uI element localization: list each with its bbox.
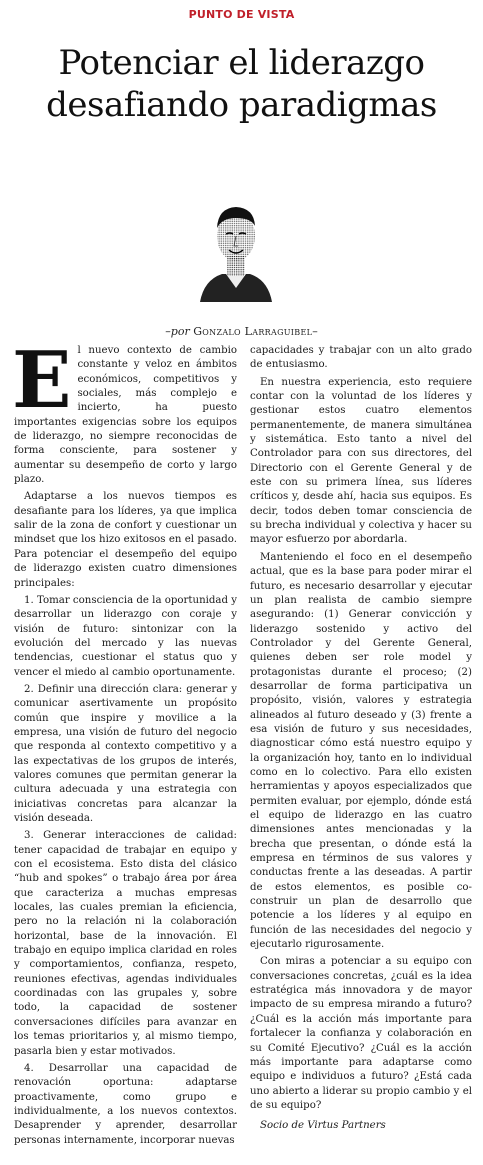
headline-line-1: Potenciar el liderazgo <box>58 43 425 83</box>
headline <box>10 42 473 126</box>
byline-suffix: – <box>312 325 318 338</box>
paragraph: Manteniendo el foco en el desempeño actual, que es la base para poder mirar el futuro, es necesario desarrollar y ejecutar un plan realista de cambio siempre asegurando: (1) Generar convicción y liderazgo sostenido y activo del Controlador y del Gerente General, quienes deben ser role model y protagonistas durante el proceso; (2) desarrollar de forma participativa un propósito, visión, valores y estrategia alineados al futuro deseado y (3) frente a esa visión de futuro y sus necesidades, diagnosticar cómo está nuestro equipo y la organización hoy, tanto en lo individual como en lo colectivo. Para ello existen herramientas y apoyos especializados que permiten evaluar, por ejemplo, dónde está el equipo de liderazgo en las cuatro dimensiones antes mencionadas y la brecha que presentan, o dónde está la empresa en términos de sus valores y conductas frente a las deseadas. A partir de estos elementos, es posible co-construir un plan de desarrollo que potencie a los líderes y al equipo en función de las necesidades del negocio y ejecutarlo rigurosamente. <box>250 551 472 951</box>
paragraph: capacidades y trabajar con un alto grado de entusiasmo. <box>250 345 472 371</box>
author-name: Gonzalo Larraguibel <box>193 325 313 338</box>
paragraph: 2. Definir una dirección clara: generar y comunicar asertivamente un propósito común que inspire y movilice a la empresa, una visión de futuro del negocio que responda al contexto competitivo y a las expectativas de los grupos de interés, valores comunes que permitan generar la cultura adecuada y una estrategia con iniciativas concretas para alcanzar la visión deseada. <box>14 683 237 824</box>
paragraph: El nuevo contexto de cambio constante y veloz en ámbitos económicos, competitivos y sociales, más complejo e incierto, ha puesto importantes exigencias sobre los equipos de liderazgo, no siempre reconocidas de forma consciente, para sostener y aumentar su desempeño de corto y largo plazo. <box>12 335 237 486</box>
byline-prefix: –por <box>165 325 190 338</box>
paragraph: En nuestra experiencia, esto requiere contar con la voluntad de los líderes y gestionar estos cuatro elementos permanentemente, de manera simultánea y sistemática. Esto tanto a nivel del Controlador para con sus directores, del Directorio con el Gerente General y de este con su primera línea, sus líderes críticos y, desde ahí, hacia sus equipos. Es decir, todos deben tomar consciencia de su brecha individual y colectiva y hacer su mayor esfuerzo por abordarla. <box>250 376 472 546</box>
paragraph: Adaptarse a los nuevos tiempos es desafiante para los líderes, ya que implica salir de la zona de confort y cuestionar un mindset que los hizo exitosos en el pasado. Para potenciar el desempeño del equipo de liderazgo existen cuatro dimensiones principales: <box>14 491 237 589</box>
section-label: PUNTO DE VISTA <box>188 8 295 21</box>
headline-line-2: desafiando paradigmas <box>46 85 437 125</box>
paragraph: 3. Generar interacciones de calidad: tener capacidad de trabajar en equipo y con el ecosistema. Esto dista del clásico “hub and spokes” o trabajo área por área que caracteriza a muchas empresas locales, las cuales premian la eficiencia, pero no la relación ni la colaboración horizontal, base de la innovación. El trabajo en equipo implica claridad en roles y comportamientos, confianza, respeto, reuniones efectivas, agendas individuales coordinadas con las grupales y, sobre todo, la capacidad de sostener conversaciones difíciles para avanzar en los temas prioritarios y, al mismo tiempo, pasarla bien y estar motivados. <box>14 830 237 1057</box>
paragraph: 4. Desarrollar una capacidad de renovación oportuna: adaptarse proactivamente, como grupo e individualmente, a los nuevos contextos. Desaprender y aprender, desarrollar personas internamente, incorporar nuevas <box>14 1062 237 1146</box>
paragraph: Con miras a potenciar a su equipo con conversaciones concretas, ¿cuál es la idea estratégica más innovadora y de mayor impacto de su empresa mirando a futuro? ¿Cuál es la acción más importante para fortalecer la confianza y colaboración en su Comité Ejecutivo? ¿Cuál es la acción más importante para adaptarse como equipo e individuos a futuro? ¿Está cada uno abierto a liderar su propio cambio y el de su equipo? <box>250 956 472 1111</box>
column-right <box>250 344 472 1134</box>
drop-cap: E <box>12 335 72 426</box>
byline <box>0 325 483 338</box>
column-left <box>12 335 237 1148</box>
author-portrait <box>196 196 276 302</box>
author-signature: Socio de Virtus Partners <box>260 1120 386 1132</box>
paragraph: 1. Tomar consciencia de la oportunidad y desarrollar un liderazgo con coraje y visión de futuro: sintonizar con la evolución del mercado y las nuevas tendencias, cuestionar el status quo y vencer el miedo al cambio oportunamente. <box>14 594 237 678</box>
